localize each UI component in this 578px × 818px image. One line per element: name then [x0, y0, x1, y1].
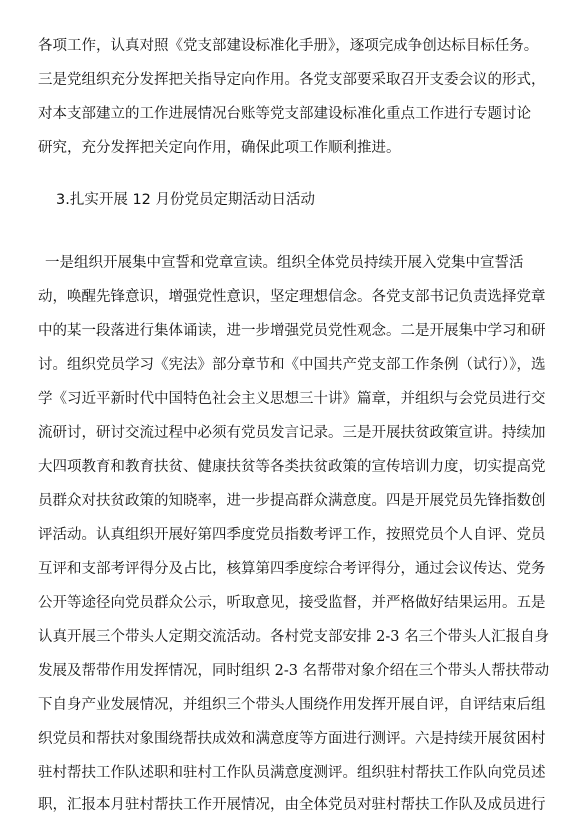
paragraph1-line-3: 对本支部建立的工作进展情况台账等党支部建设标准化重点工作进行专题讨论 [38, 106, 531, 122]
paragraph2-line-7: 大四项教育和教育扶贫、健康扶贫等各类扶贫政策的宣传培训力度，切实提高党 [38, 459, 546, 475]
paragraph2-line-6: 流研讨，研讨交流过程中必须有党员发言记录。三是开展扶贫政策宣讲。持续加 [38, 425, 546, 441]
paragraph1-line-4: 研究，充分发挥把关定向作用，确保此项工作顺利推进。 [38, 140, 401, 156]
paragraph2-line-2: 动，唤醒先锋意识，增强党性意识，坚定理想信念。各党支部书记负责选择党章 [38, 289, 546, 305]
paragraph2-line-9: 评活动。认真组织开展好第四季度党员指数考评工作，按照党员个人自评、党员 [38, 527, 546, 543]
paragraph1-line-2: 三是党组织充分发挥把关指导定向作用。各党支部要采取召开支委会议的形式， [38, 72, 546, 88]
paragraph1-line-1: 各项工作，认真对照《党支部建设标准化手册》，逐项完成争创达标目标任务。 [38, 38, 539, 54]
paragraph2-line-14: 下自身产业发展情况，并组织三个带头人围绕作用发挥开展自评，自评结束后组 [38, 697, 546, 713]
section-heading: 3.扎实开展 12 月份党员定期活动日活动 [56, 192, 316, 208]
paragraph2-line-3: 中的某一段落进行集体诵读，进一步增强党员党性观念。二是开展集中学习和研 [38, 323, 546, 339]
paragraph2-line-13: 发展及帮带作用发挥情况，同时组织 2-3 名帮带对象介绍在三个带头人帮扶带动 [38, 663, 550, 679]
paragraph2-line-4: 讨。组织党员学习《宪法》部分章节和《中国共产党支部工作条例（试行）》，选 [38, 357, 546, 373]
paragraph2-line-11: 公开等途径向党员群众公示，听取意见，接受监督，并严格做好结果运用。五是 [38, 595, 546, 611]
paragraph2-line-1: 一是组织开展集中宣誓和党章宣读。组织全体党员持续开展入党集中宣誓活 [45, 255, 524, 271]
paragraph2-line-10: 互评和支部考评得分及占比，核算第四季度综合考评得分，通过会议传达、党务 [38, 561, 546, 577]
paragraph2-line-12: 认真开展三个带头人定期交流活动。各村党支部安排 2-3 名三个带头人汇报自身 [38, 629, 550, 645]
paragraph2-line-8: 员群众对扶贫政策的知晓率，进一步提高群众满意度。四是开展党员先锋指数创 [38, 493, 546, 509]
paragraph2-line-16: 驻村帮扶工作队述职和驻村工作队员满意度测评。组织驻村帮扶工作队向党员述 [38, 765, 546, 781]
paragraph2-line-5: 学《习近平新时代中国特色社会主义思想三十讲》篇章，并组织与会党员进行交 [38, 391, 546, 407]
paragraph2-line-17: 职，汇报本月驻村帮扶工作开展情况，由全体党员对驻村帮扶工作队及成员进行 [38, 797, 546, 813]
paragraph2-line-15: 织党员和帮扶对象围绕帮扶成效和满意度等方面进行测评。六是持续开展贫困村 [38, 731, 546, 747]
